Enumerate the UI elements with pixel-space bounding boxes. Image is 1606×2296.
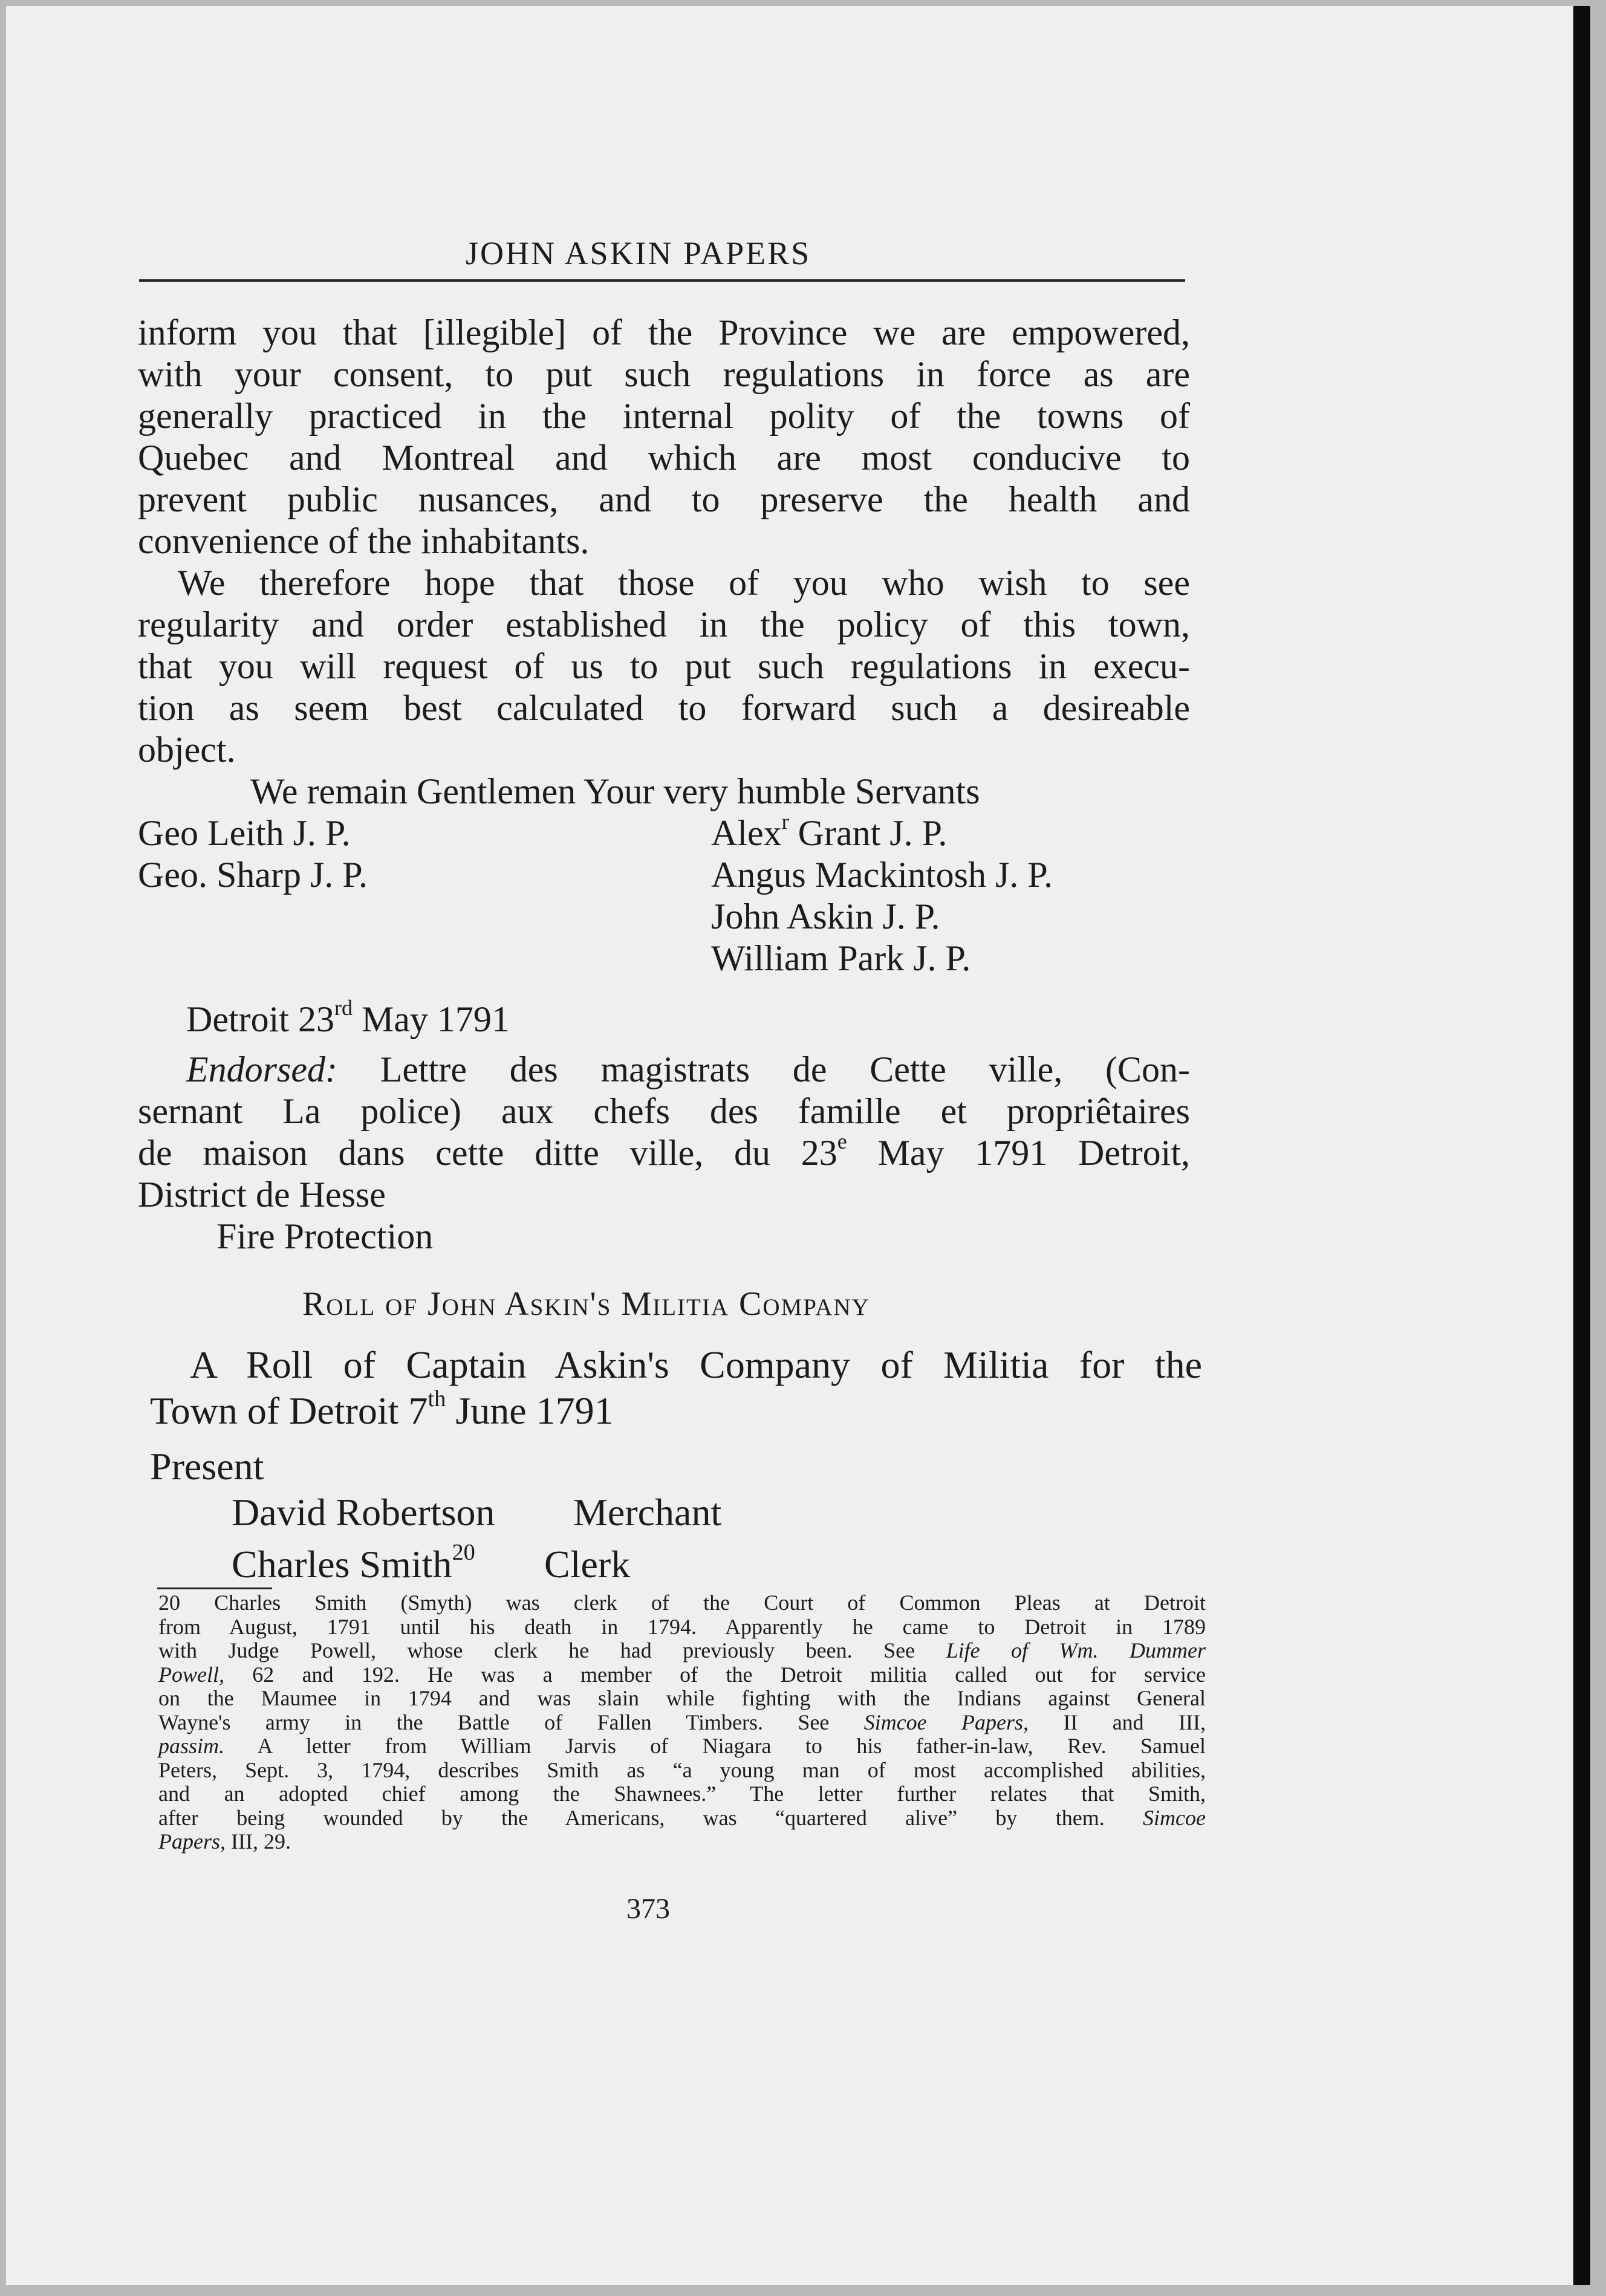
signature-mackintosh: Angus Mackintosh J. P. — [711, 855, 1053, 895]
text-line: tion as seem best calculated to forward such a desireable — [138, 688, 1190, 728]
text-line: We therefore hope that those of you who wish to see — [178, 563, 1190, 603]
present-label: Present — [150, 1445, 264, 1488]
text-line: A Roll of Captain Askin's Company of Militia for the — [190, 1343, 1202, 1386]
text-line: de maison dans cette ditte ville, du 23e May 1791 Detroit, — [138, 1129, 1191, 1173]
signature-row — [138, 896, 1190, 938]
endorsement — [138, 1049, 1190, 1257]
signature-askin: John Askin J. P. — [711, 897, 940, 936]
book-page — [6, 6, 1590, 2285]
footnote-line: Powell, 62 and 192. He was a member of the Detroit militia called out for service — [158, 1662, 1206, 1687]
header-rule — [139, 279, 1185, 282]
member-name: David Robertson — [232, 1491, 495, 1534]
footnote-line: from August, 1791 until his death in 1794. Apparently he came to Detroit in 1789 — [158, 1614, 1206, 1639]
letter-date: Detroit 23rd May 1791 — [186, 996, 510, 1039]
footnote — [158, 1591, 1206, 1854]
text-line: sernant La police) aux chefs des famille et propriêtaires — [138, 1091, 1190, 1131]
letter-paragraph-2 — [138, 562, 1190, 771]
footnote-ref: 20 — [452, 1540, 475, 1566]
member-name: Charles Smith$^{20}$ — [232, 1540, 475, 1586]
text-line: regularity and order established in the policy of this town, — [138, 605, 1190, 644]
footnote-line: passim. A letter from William Jarvis of Niagara to his father-in-law, Rev. Samuel — [158, 1734, 1206, 1758]
text-line: Endorsed: Lettre des magistrats de Cette ville, (Con- — [186, 1049, 1190, 1089]
section-title: Roll of John Askin's Militia Company — [302, 1285, 870, 1323]
signature-row — [138, 938, 1190, 979]
text-line: with your consent, to put such regulations in force as are — [138, 354, 1190, 394]
footnote-line: on the Maumee in 1794 and was slain while fighting with the Indians against General — [158, 1686, 1206, 1710]
member-role: Merchant — [573, 1491, 722, 1534]
signature-park: William Park J. P. — [711, 938, 971, 978]
footnote-line: Papers, III, 29. — [158, 1829, 291, 1853]
text-line: Town of Detroit 7th June 1791 — [150, 1386, 614, 1432]
signature-block — [138, 809, 1190, 979]
footnote-line: Peters, Sept. 3, 1794, describes Smith as “a young man of most accomplished abilities, — [158, 1757, 1206, 1782]
signature-leith: Geo Leith J. P. — [138, 813, 351, 853]
text-line: generally practiced in the internal polity of the towns of — [138, 396, 1190, 436]
footnote-line: with Judge Powell, whose clerk he had previously been. See Life of Wm. Dummer — [158, 1638, 1206, 1662]
member-role: Clerk — [544, 1543, 631, 1586]
signature-sharp: Geo. Sharp J. P. — [138, 855, 368, 895]
footnote-rule — [157, 1587, 272, 1589]
text-line: District de Hesse — [138, 1175, 386, 1214]
letter-body — [138, 312, 1190, 1257]
running-header: JOHN ASKIN PAPERS — [466, 235, 811, 271]
footnote-line: after being wounded by the Americans, was “quartered alive” by them. Simcoe — [158, 1805, 1206, 1830]
page-number: 373 — [626, 1893, 670, 1925]
signature-grant: Alex$^r$ Grant J. P. — [711, 809, 948, 853]
endorsed-label: Endorsed: — [186, 1049, 337, 1089]
signature-row — [138, 854, 1190, 896]
footnote-line: 20 Charles Smith (Smyth) was clerk of the Court of Common Pleas at Detroit — [158, 1591, 1206, 1615]
militia-roll — [150, 1342, 1202, 1587]
roll-entry — [150, 1542, 1202, 1587]
text-line: object. — [138, 730, 236, 770]
roll-entry — [150, 1490, 1202, 1542]
signature-row — [138, 809, 1190, 854]
text-line: that you will request of us to put such regulations in execu- — [138, 646, 1190, 686]
footnote-line: and an adopted chief among the Shawnees.” The letter further relates that Smith, — [158, 1782, 1206, 1806]
fire-protection-note: Fire Protection — [216, 1216, 434, 1256]
letter-paragraph-1 — [138, 312, 1190, 562]
text-line: inform you that [illegible] of the Province we are empowered, — [138, 313, 1190, 352]
text-line: Quebec and Montreal and which are most conducive to — [138, 438, 1190, 478]
text-line: prevent public nusances, and to preserve the health and — [138, 479, 1190, 519]
text-line: convenience of the inhabitants. — [138, 521, 590, 561]
letter-closing: We remain Gentlemen Your very humble Servants — [250, 771, 980, 811]
footnote-line: Wayne's army in the Battle of Fallen Timbers. See Simcoe Papers, II and III, — [158, 1710, 1206, 1734]
